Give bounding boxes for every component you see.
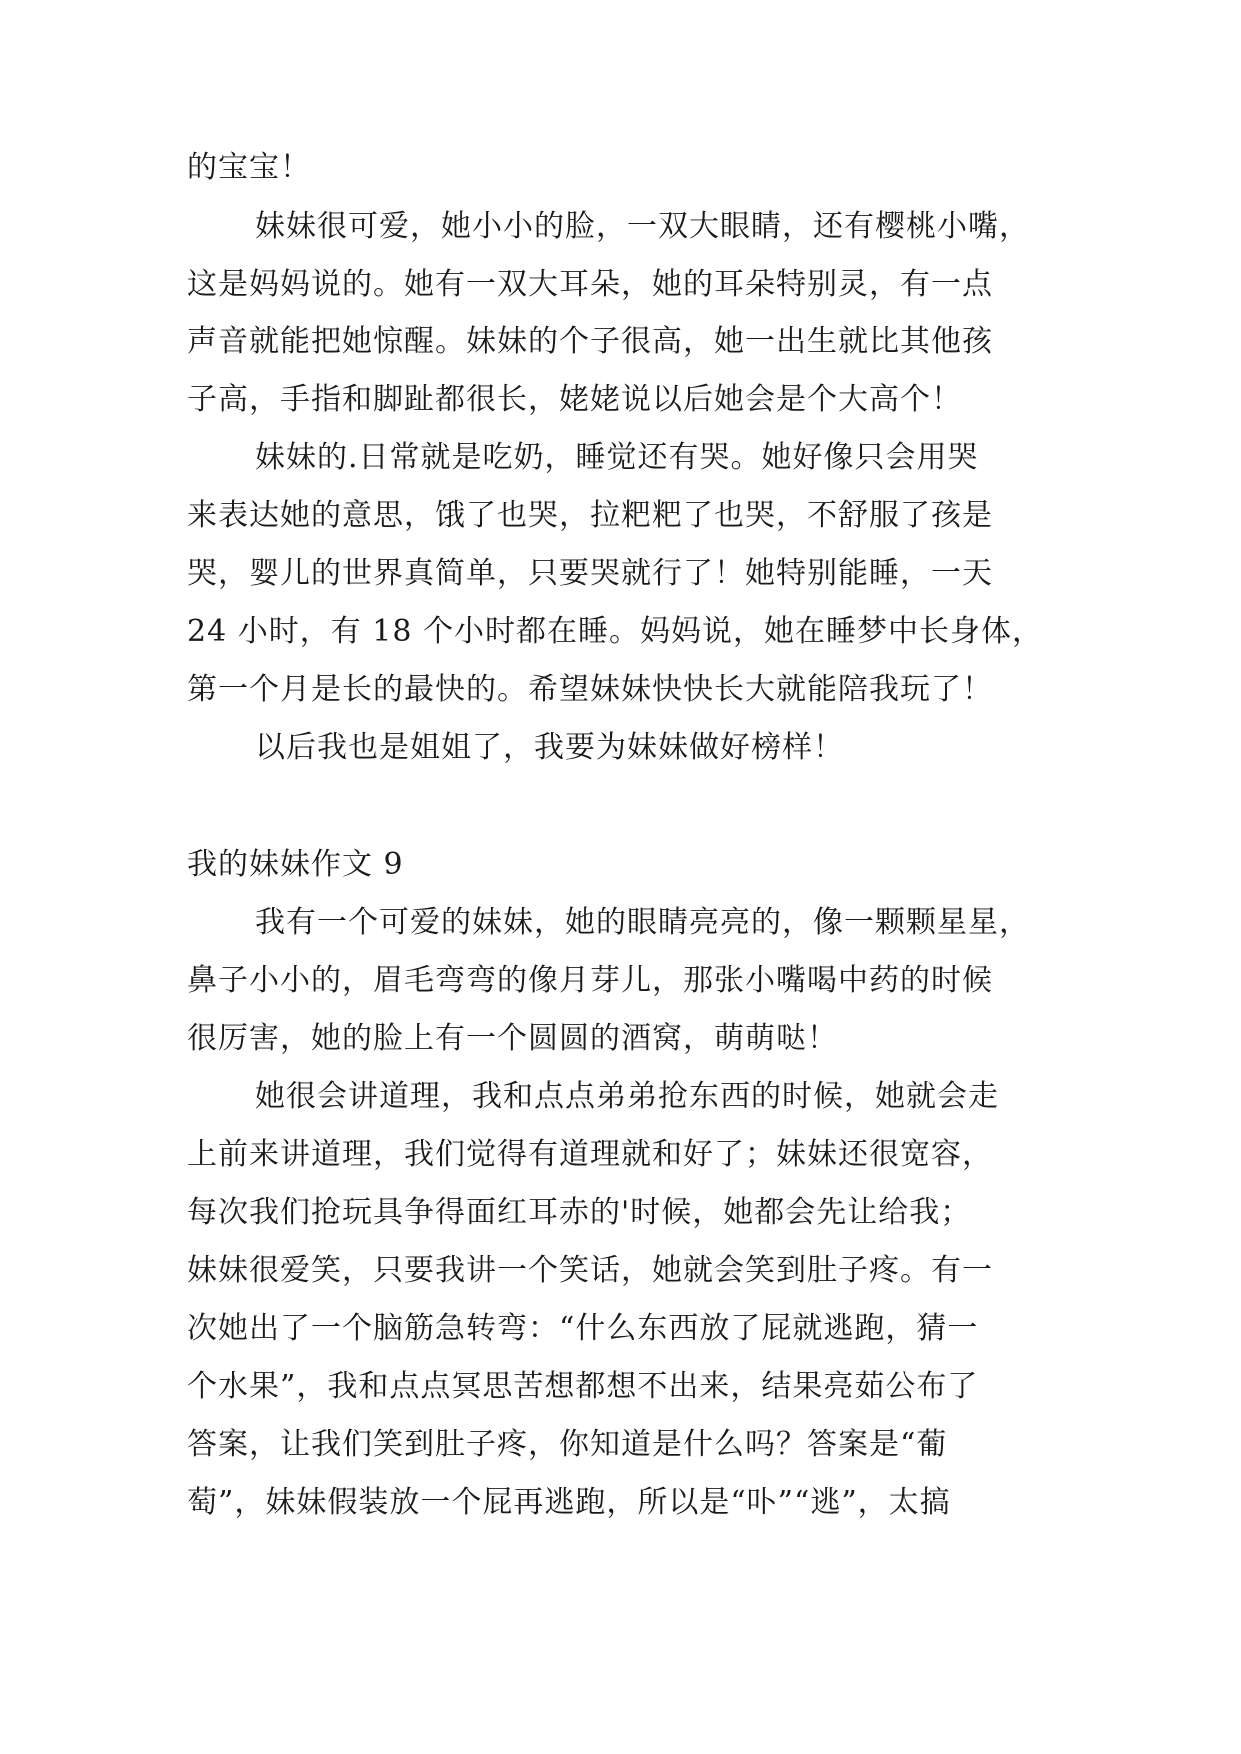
text-line: 妹妹的.日常就是吃奶，睡觉还有哭。她好像只会用哭 [255, 440, 979, 475]
text-line: 鼻子小小的，眉毛弯弯的像月芽儿，那张小嘴喝中药的时候 [187, 963, 993, 998]
text-line: 个水果”，我和点点冥思苦想都想不出来，结果亮茹公布了 [187, 1369, 979, 1404]
text-line: 我有一个可爱的妹妹，她的眼睛亮亮的，像一颗颗星星， [255, 905, 1030, 940]
text-line: 第一个月是长的最快的。希望妹妹快快长大就能陪我玩了！ [187, 672, 993, 707]
text-line: 这是妈妈说的。她有一双大耳朵，她的耳朵特别灵，有一点 [187, 267, 993, 302]
text-line: 子高，手指和脚趾都很长，姥姥说以后她会是个大高个！ [187, 382, 962, 417]
text-line: 她很会讲道理，我和点点弟弟抢东西的时候，她就会走 [255, 1079, 999, 1114]
text-line: 24 小时，有 18 个小时都在睡。妈妈说，她在睡梦中长身体， [187, 614, 1043, 649]
text-line: 的宝宝！ [187, 150, 311, 185]
text-line: 妹妹很爱笑，只要我讲一个笑话，她就会笑到肚子疼。有一 [187, 1253, 993, 1288]
text-line: 答案，让我们笑到肚子疼，你知道是什么吗？答案是“葡 [187, 1427, 948, 1462]
text-line: 妹妹很可爱，她小小的脸，一双大眼睛，还有樱桃小嘴， [255, 209, 1030, 244]
text-line: 萄”，妹妹假装放一个屁再逃跑，所以是“卟”“逃”，太搞 [187, 1485, 951, 1520]
text-line: 每次我们抢玩具争得面红耳赤的'时候，她都会先让给我； [187, 1195, 972, 1230]
text-line: 次她出了一个脑筋急转弯：“什么东西放了屁就逃跑，猜一 [187, 1311, 979, 1346]
section-heading: 我的妹妹作文 9 [187, 847, 404, 882]
text-line: 上前来讲道理，我们觉得有道理就和好了；妹妹还很宽容， [187, 1137, 993, 1172]
text-line: 很厉害，她的脸上有一个圆圆的酒窝，萌萌哒！ [187, 1021, 838, 1056]
text-line: 声音就能把她惊醒。妹妹的个子很高，她一出生就比其他孩 [187, 324, 993, 359]
text-line: 来表达她的意思，饿了也哭，拉粑粑了也哭，不舒服了孩是 [187, 498, 993, 533]
text-line: 哭，婴儿的世界真简单，只要哭就行了！她特别能睡，一天 [187, 556, 993, 591]
text-line: 以后我也是姐姐了，我要为妹妹做好榜样！ [255, 730, 844, 765]
